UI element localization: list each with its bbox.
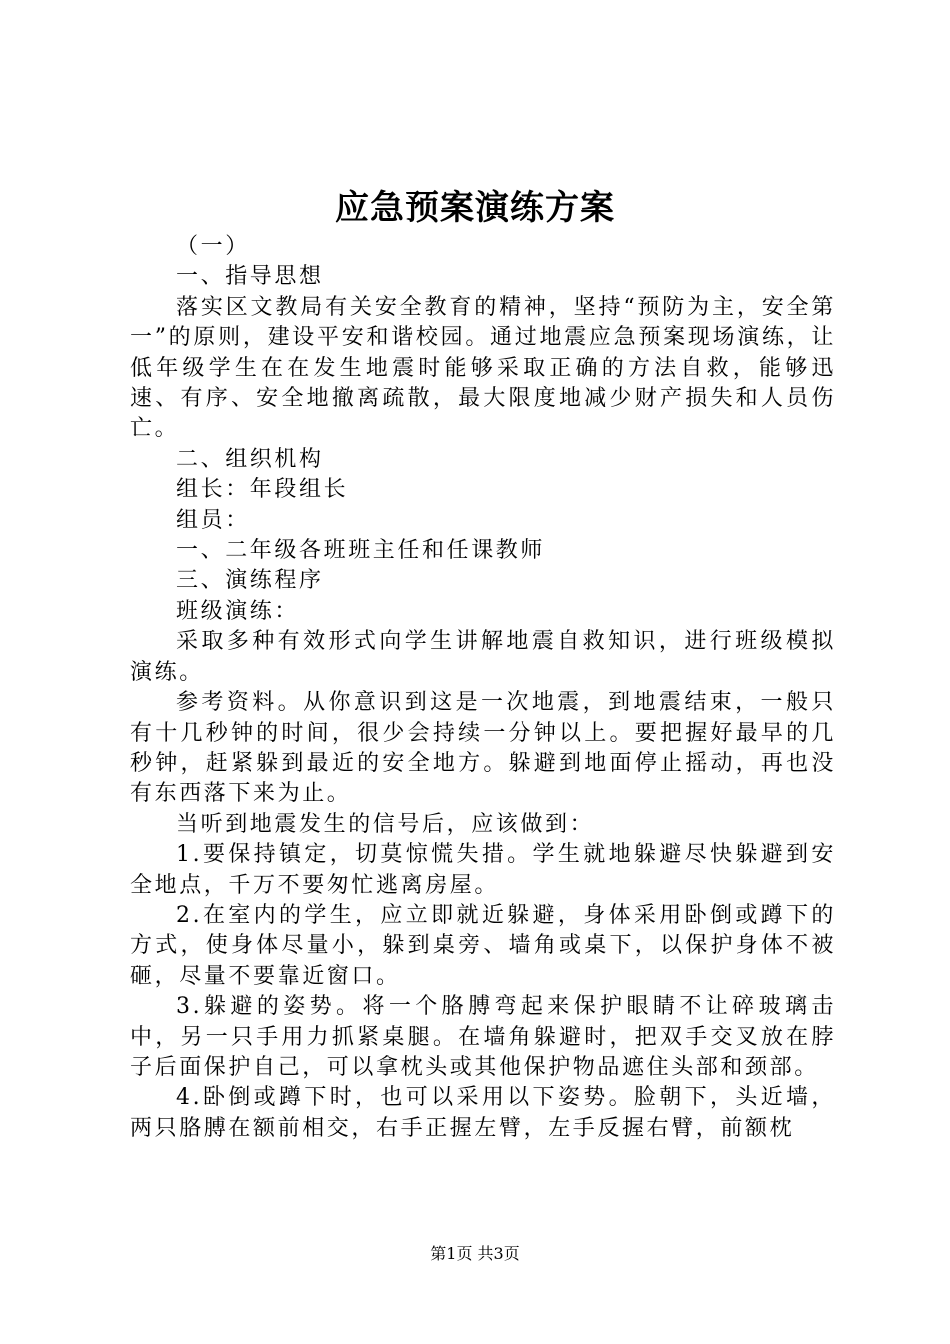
paragraph: 三、演练程序: [176, 568, 324, 594]
paragraph: 采取多种有效形式向学生讲解地震自救知识，进行班级模拟演练。: [130, 629, 836, 685]
paragraph: 一、指导思想: [176, 264, 324, 290]
document-body: [130, 232, 836, 1144]
paragraph: 班级演练：: [176, 598, 300, 624]
document-title: 应急预案演练方案: [335, 188, 615, 228]
paragraph: 4.卧倒或蹲下时，也可以采用以下姿势。脸朝下，头近墙，两只胳膊在额前相交，右手正握左臂，左手反握右臂，前额枕: [130, 1085, 836, 1141]
paragraph: 1.要保持镇定，切莫惊慌失措。学生就地躲避尽快躲避到安全地点，千万不要匆忙逃离房屋。: [130, 842, 836, 898]
paragraph: 一、二年级各班班主任和任课教师: [176, 538, 546, 564]
paragraph: 参考资料。从你意识到这是一次地震，到地震结束，一般只有十几秒钟的时间，很少会持续一分钟以上。要把握好最早的几秒钟，赶紧躲到最近的安全地方。躲避到地面停止摇动，再也没有东西落下来为止。: [130, 690, 836, 807]
paragraph: 2.在室内的学生，应立即就近躲避，身体采用卧倒或蹲下的方式，使身体尽量小，躲到桌旁、墙角或桌下，以保护身体不被砸，尽量不要靠近窗口。: [130, 902, 836, 989]
paragraph: 二、组织机构: [176, 446, 324, 472]
paragraph: （一）: [176, 234, 250, 259]
paragraph: 当听到地震发生的信号后，应该做到：: [176, 811, 595, 837]
paragraph: 组员：: [176, 507, 250, 533]
page-footer: 第1页 共3页: [430, 1244, 520, 1263]
paragraph: 3.躲避的姿势。将一个胳膊弯起来保护眼睛不让碎玻璃击中，另一只手用力抓紧桌腿。在墙角躲避时，把双手交叉放在脖子后面保护自己，可以拿枕头或其他保护物品遮住头部和颈部。: [130, 994, 836, 1080]
paragraph: 落实区文教局有关安全教育的精神，坚持“预防为主，安全第一”的原则，建设平安和谐校园。通过地震应急预案现场演练，让低年级学生在在发生地震时能够采取正确的方法自救，能够迅速、有序、安全地撤离疏散，最大限度地减少财产损失和人员伤亡。: [130, 294, 836, 442]
paragraph: 组长：年段组长: [176, 477, 349, 503]
